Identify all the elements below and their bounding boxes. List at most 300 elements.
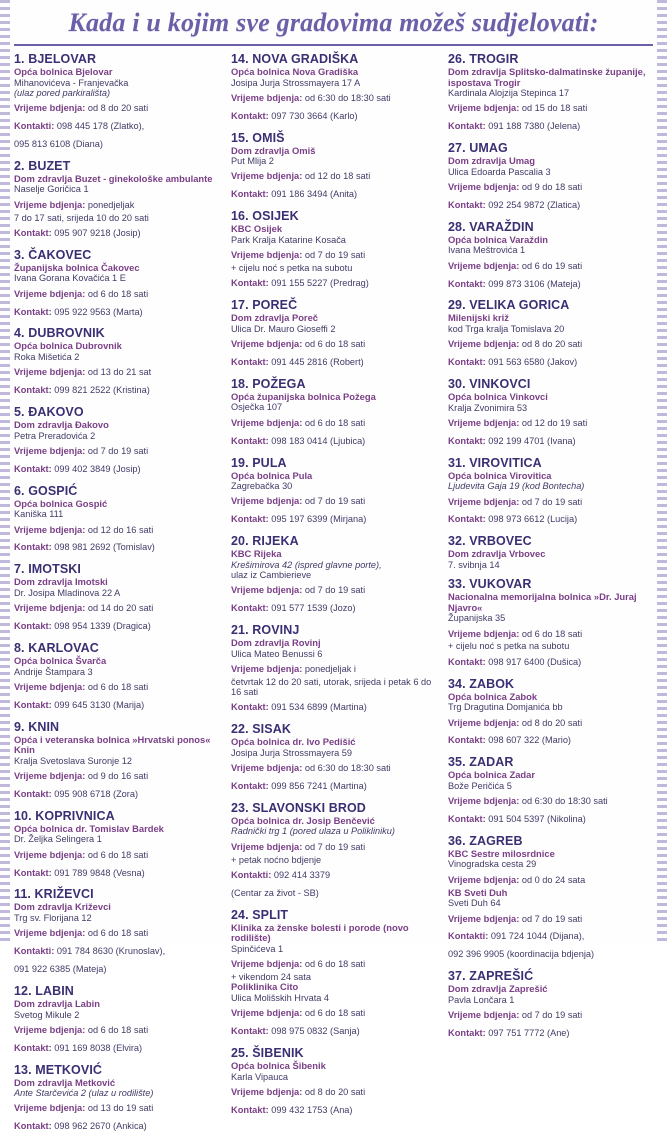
vigil-hours-value: od 7 do 19 sati xyxy=(302,585,366,596)
vigil-hours-label-secondary: Vrijeme bdjenja: xyxy=(448,913,520,924)
vigil-hours xyxy=(448,791,653,809)
institution-name: Dom zdravlja Umag xyxy=(448,155,536,167)
vigil-hours-label: Vrijeme bdjenja: xyxy=(448,182,520,192)
vigil-hours-value: od 7 do 19 sati xyxy=(85,445,149,456)
contact-value[interactable]: 091 563 6580 (Jakov) xyxy=(485,357,578,368)
vigil-hours-extra: + cijelu noć s petka na subotu xyxy=(231,263,353,274)
vigil-hours xyxy=(231,166,436,184)
city-name: 14. NOVA GRADIŠKA xyxy=(231,52,359,66)
contact-block xyxy=(14,537,219,555)
city-entry xyxy=(448,377,653,449)
contact-block xyxy=(14,695,219,713)
vigil-hours xyxy=(14,845,219,863)
institution-name: Opća bolnica Bjelovar xyxy=(14,66,113,77)
vigil-hours-label: Vrijeme bdjenja: xyxy=(448,628,520,639)
contact-block xyxy=(14,302,219,320)
city-name: 36. ZAGREB xyxy=(448,833,523,848)
contact-value[interactable]: 095 922 9563 (Marta) xyxy=(51,306,143,317)
contact-value[interactable]: 099 645 3130 (Marija) xyxy=(51,699,145,710)
vigil-hours xyxy=(14,284,219,302)
vigil-hours-value: od 6 do 18 sati xyxy=(85,288,149,299)
city-entry xyxy=(14,248,219,320)
contact-value[interactable]: 091 155 5227 (Predrag) xyxy=(268,278,369,289)
contact-block xyxy=(448,431,653,449)
institution-name: Opća bolnica Varaždin xyxy=(448,233,549,245)
vigil-hours-label: Vrijeme bdjenja: xyxy=(448,874,520,885)
contact-value[interactable]: 091 504 5397 (Nikolina) xyxy=(485,814,586,825)
contact-label: Kontakt: xyxy=(14,385,52,396)
contact-value[interactable]: 099 402 3849 (Josip) xyxy=(51,463,141,474)
city-entry xyxy=(14,562,219,634)
vigil-hours-label: Vrijeme bdjenja: xyxy=(14,103,86,114)
contact-value[interactable]: 091 169 8038 (Elvira) xyxy=(51,1042,143,1053)
page-title: Kada i u kojim sve gradovima možeš sudjelovati: xyxy=(68,8,599,37)
vigil-hours-value: od 7 do 19 sati xyxy=(302,250,366,261)
contact-block xyxy=(448,652,653,670)
city-entry xyxy=(14,641,219,713)
city-name: 33. VUKOVAR xyxy=(448,577,532,592)
vigil-hours-value: od 6:30 do 18:30 sati xyxy=(302,763,391,774)
address-line: Spinčićeva 1 xyxy=(231,943,284,954)
vigil-hours-value: od 8 do 20 sati xyxy=(519,717,583,728)
city-entry xyxy=(448,834,653,962)
address-line: Kralja Zvonimira 53 xyxy=(448,402,528,413)
institution-name: Milenijski križ xyxy=(448,312,509,324)
vigil-hours-value: od 8 do 20 sati xyxy=(302,1086,366,1097)
city-name: 37. ZAPREŠIĆ xyxy=(448,969,534,984)
city-name: 8. KARLOVAC xyxy=(14,640,99,655)
contact-value[interactable]: 091 922 6385 (Mateja) xyxy=(14,964,107,975)
city-entry xyxy=(448,755,653,827)
vigil-hours xyxy=(231,758,436,776)
city-entry xyxy=(14,405,219,477)
institution-name: Opća bolnica Dubrovnik xyxy=(14,340,122,352)
left-border-decoration xyxy=(0,0,10,945)
vigil-hours-value: od 6 do 18 sati xyxy=(85,849,149,860)
contact-value[interactable]: 097 730 3664 (Karlo) xyxy=(268,110,358,121)
vigil-hours-value: ponedjeljak i xyxy=(302,663,356,674)
contact-value[interactable]: 095 813 6108 (Diana) xyxy=(14,138,103,149)
contact-label: Kontakt: xyxy=(448,514,486,525)
contact-block xyxy=(231,865,436,883)
contact-label: Kontakt: xyxy=(231,435,269,446)
city-name: 17. POREČ xyxy=(231,298,298,313)
city-name: 1. BJELOVAR xyxy=(14,52,97,66)
address-line: Kralja Svetoslava Suronje 12 xyxy=(14,755,132,766)
vigil-hours-label: Vrijeme bdjenja: xyxy=(231,959,303,970)
city-entry xyxy=(231,534,436,616)
contact-value[interactable]: 091 445 2816 (Robert) xyxy=(268,356,364,367)
contact-value[interactable]: 091 784 8630 (Krunoslav), xyxy=(54,946,166,957)
vigil-hours-value: od 6 do 19 sati xyxy=(519,260,583,271)
vigil-hours-value: od 6:30 do 18:30 sati xyxy=(519,796,608,807)
city-name: 9. KNIN xyxy=(14,719,60,734)
column-2 xyxy=(231,52,436,1115)
contact-value[interactable]: 098 973 6612 (Lucija) xyxy=(485,514,578,525)
institution-name: Opća bolnica Nova Gradiška xyxy=(231,66,359,77)
city-name: 13. METKOVIĆ xyxy=(14,1062,103,1077)
vigil-hours-label: Vrijeme bdjenja: xyxy=(14,288,86,299)
institution-name: Opća bolnica Šibenik xyxy=(231,1060,326,1071)
vigil-hours-label: Vrijeme bdjenja: xyxy=(448,1010,520,1021)
vigil-hours-value: od 6 do 18 sati xyxy=(85,681,149,692)
city-name: 12. LABIN xyxy=(14,983,74,998)
contact-label: Kontakt: xyxy=(14,306,52,317)
contact-value[interactable]: 091 789 9848 (Vesna) xyxy=(51,867,145,878)
city-entry xyxy=(14,326,219,398)
vigil-hours xyxy=(448,492,653,510)
contact-value[interactable]: 092 254 9872 (Zlatica) xyxy=(485,199,581,210)
address-line: Pavla Lončara 1 xyxy=(448,994,515,1005)
vigil-hours-value: od 9 do 18 sati xyxy=(519,182,583,192)
vigil-hours xyxy=(448,624,653,642)
vigil-hours-label: Vrijeme bdjenja: xyxy=(448,260,520,271)
vigil-hours xyxy=(231,580,436,598)
city-name: 23. SLAVONSKI BROD xyxy=(231,800,366,815)
contact-value[interactable]: 095 197 6399 (Mirjana) xyxy=(268,514,367,525)
contact-value[interactable]: 098 975 0832 (Sanja) xyxy=(268,1026,360,1037)
institution-name: Dom zdravlja Zaprešić xyxy=(448,983,548,995)
vigil-hours-secondary xyxy=(231,1003,436,1021)
vigil-hours-label: Vrijeme bdjenja: xyxy=(14,367,86,378)
city-entry xyxy=(231,908,436,1039)
contact-block xyxy=(14,1038,219,1056)
vigil-hours-value: od 6 do 18 sati xyxy=(85,1024,149,1035)
address-line: Trg sv. Florijana 12 xyxy=(14,912,92,923)
contact-block xyxy=(14,1116,219,1134)
institution-name: Opća i veteranska bolnica »Hrvatski ponos« Knin xyxy=(14,733,211,756)
institution-name: Opća bolnica Virovitica xyxy=(448,469,552,481)
contact-block xyxy=(14,459,219,477)
vigil-hours xyxy=(231,491,436,509)
institution-name: Dom zdravlja Križevci xyxy=(14,901,111,913)
contact-label: Kontakt: xyxy=(448,199,486,210)
address-line: Krešimirova 42 (ispred glavne porte), xyxy=(231,559,382,570)
contact-block xyxy=(448,926,653,944)
vigil-hours-label: Vrijeme bdjenja: xyxy=(231,417,303,428)
contact-block xyxy=(231,273,436,291)
city-entry xyxy=(448,456,653,528)
contact-block xyxy=(231,106,436,124)
contact-value[interactable]: 095 908 6718 (Zora) xyxy=(51,788,139,799)
vigil-hours-extra: četvrtak 12 do 20 sati, utorak, srijeda i petak 6 do 16 sati xyxy=(231,676,432,698)
contact-label: Kontakt: xyxy=(14,788,52,799)
vigil-hours-value: od 7 do 19 sati xyxy=(519,496,583,507)
contact-value[interactable]: 092 396 9905 (koordinacija bdjenja) xyxy=(448,949,595,960)
city-entry xyxy=(231,722,436,794)
vigil-hours-value: od 12 do 19 sati xyxy=(519,417,588,428)
institution-name: Dom zdravlja Vrbovec xyxy=(448,548,546,560)
contact-label: Kontakt: xyxy=(448,656,486,667)
vigil-hours-label: Vrijeme bdjenja: xyxy=(448,103,520,114)
contact-label: Kontakti: xyxy=(14,946,55,957)
address-line: Josipa Jurja Strossmayera 59 xyxy=(231,747,353,758)
address-line: ulaz iz Cambierieve xyxy=(231,569,312,580)
address-line: kod Trga kralja Tomislava 20 xyxy=(448,323,565,334)
vigil-hours-value: od 6:30 do 18:30 sati xyxy=(302,92,391,103)
vigil-hours-label: Vrijeme bdjenja: xyxy=(448,496,520,507)
contact-value[interactable]: 092 414 3379 xyxy=(271,869,331,880)
contact-label: Kontakt: xyxy=(448,357,486,368)
city-name: 32. VRBOVEC xyxy=(448,534,532,549)
vigil-hours-label: Vrijeme bdjenja: xyxy=(14,928,86,939)
vigil-hours xyxy=(231,1082,436,1100)
contact-value[interactable]: 091 724 1044 (Dijana), xyxy=(488,931,585,942)
address-line: Roka Mišetića 2 xyxy=(14,351,80,362)
vigil-hours xyxy=(14,362,219,380)
contact-value[interactable]: 098 607 322 (Mario) xyxy=(485,735,571,746)
contact-block xyxy=(231,776,436,794)
vigil-hours-extra: 7 do 17 sati, srijeda 10 do 20 sati xyxy=(14,212,149,223)
city-entry xyxy=(448,969,653,1041)
city-name: 2. BUZET xyxy=(14,158,71,173)
address-line: Park Kralja Katarine Kosača xyxy=(231,234,346,245)
contact-block xyxy=(448,509,653,527)
contact-value[interactable]: 098 917 6400 (Dušica) xyxy=(485,656,582,667)
vigil-hours-label: Vrijeme bdjenja: xyxy=(448,717,520,728)
address-line: (ulaz pored parkirališta) xyxy=(14,87,110,98)
address-line: Ulica Dr. Mauro Gioseffi 2 xyxy=(231,323,336,334)
city-entry xyxy=(14,159,219,241)
contact-label: Kontakti: xyxy=(14,121,55,132)
city-name: 7. IMOTSKI xyxy=(14,562,81,577)
contact-value[interactable]: (Centar za život - SB) xyxy=(231,887,319,898)
city-entry xyxy=(231,131,436,203)
vigil-hours-value: od 6 do 18 sati xyxy=(302,417,366,428)
address-line: Bože Peričića 5 xyxy=(448,780,512,791)
contact-block xyxy=(448,274,653,292)
contact-value[interactable]: 099 856 7241 (Martina) xyxy=(268,781,367,792)
contact-value[interactable]: 091 188 7380 (Jelena) xyxy=(485,121,581,132)
institution-name: Dom zdravlja Đakovo xyxy=(14,419,109,431)
vigil-hours-label: Vrijeme bdjenja: xyxy=(231,171,303,182)
contact-label: Kontakt: xyxy=(231,1104,269,1115)
institution-name: Dom zdravlja Imotski xyxy=(14,576,108,588)
city-name: 34. ZABOK xyxy=(448,676,515,691)
contact-block xyxy=(231,1021,436,1039)
city-entry xyxy=(231,52,436,124)
contact-label: Kontakt: xyxy=(231,110,269,121)
vigil-hours-label: Vrijeme bdjenja: xyxy=(231,496,303,507)
contact-block xyxy=(14,616,219,634)
city-name: 18. POŽEGA xyxy=(231,376,306,391)
city-entry xyxy=(231,209,436,291)
contact-block xyxy=(14,116,219,134)
contact-label: Kontakt: xyxy=(14,542,52,553)
contact-block xyxy=(231,1100,436,1118)
city-name: 21. ROVINJ xyxy=(231,623,300,638)
contact-block xyxy=(231,352,436,370)
city-entry xyxy=(14,1063,219,1134)
city-name: 19. PULA xyxy=(231,455,287,470)
contact-label: Kontakt: xyxy=(448,1027,486,1038)
city-entry xyxy=(231,1046,436,1118)
city-name: 4. DUBROVNIK xyxy=(14,326,105,341)
contact-label: Kontakt: xyxy=(14,227,52,238)
contact-label: Kontakt: xyxy=(231,356,269,367)
address-line: Naselje Goričica 1 xyxy=(14,184,89,195)
address-line: Dr. Željka Selingera 1 xyxy=(14,834,102,845)
city-name: 25. ŠIBENIK xyxy=(231,1046,304,1060)
contact-label: Kontakt: xyxy=(231,702,269,713)
contact-value[interactable]: 098 962 2670 (Ankica) xyxy=(51,1121,147,1132)
institution-name: Županijska bolnica Čakovec xyxy=(14,261,140,273)
contact-label: Kontakt: xyxy=(231,189,269,200)
city-name: 27. UMAG xyxy=(448,141,508,156)
contact-label: Kontakt: xyxy=(14,699,52,710)
column-3 xyxy=(448,52,653,1038)
address-line: Svetog Mikule 2 xyxy=(14,1009,80,1020)
address-line: Karla Vipauca xyxy=(231,1071,289,1082)
city-entry xyxy=(448,677,653,749)
right-border-decoration xyxy=(657,0,667,945)
contact-value[interactable]: 098 954 1339 (Dragica) xyxy=(51,621,151,632)
institution-name: Opća bolnica Zabok xyxy=(448,690,538,702)
institution-name: Dom zdravlja Metković xyxy=(14,1076,116,1088)
city-entry xyxy=(448,298,653,370)
vigil-hours xyxy=(448,1005,653,1023)
institution-name: Dom zdravlja Poreč xyxy=(231,312,319,324)
city-entry xyxy=(231,377,436,449)
vigil-hours-value: od 6 do 18 sati xyxy=(519,628,583,639)
address-line: 7. svibnja 14 xyxy=(448,559,500,570)
contact-block xyxy=(14,941,219,959)
vigil-hours xyxy=(448,870,653,888)
vigil-hours-value: od 0 do 24 sata xyxy=(519,874,586,885)
address-line: Radnički trg 1 (pored ulaza u Polikliniku) xyxy=(231,826,395,837)
contact-label: Kontakt: xyxy=(448,435,486,446)
institution-name: Dom zdravlja Splitsko-dalmatinske županije, ispostava Trogir xyxy=(448,66,646,88)
vigil-hours-extra: + cijelu noć s petka na subotu xyxy=(448,641,570,652)
contact-value[interactable]: 091 186 3494 (Anita) xyxy=(268,189,358,200)
institution-name: Opća bolnica Švarča xyxy=(14,654,107,666)
vigil-hours xyxy=(231,245,436,263)
contact-value[interactable]: 092 199 4701 (Ivana) xyxy=(485,435,576,446)
address-line: Mihanovićeva - Franjevačka xyxy=(14,77,129,88)
contact-label: Kontakt: xyxy=(448,814,486,825)
institution-name: Opća bolnica dr. Ivo Pedišić xyxy=(231,736,356,748)
city-name: 15. OMIŠ xyxy=(231,130,285,145)
address-line: Ljudevita Gaja 19 (kod Bontecha) xyxy=(448,481,585,492)
city-name: 35. ZADAR xyxy=(448,755,514,770)
contact-block xyxy=(231,598,436,616)
address-line: Andrije Štampara 3 xyxy=(14,666,93,677)
contact-label: Kontakt: xyxy=(448,735,486,746)
vigil-hours-label: Vrijeme bdjenja: xyxy=(231,92,303,103)
city-name: 5. ĐAKOVO xyxy=(14,405,84,420)
vigil-hours-value: od 13 do 19 sati xyxy=(85,1103,154,1114)
contact-value[interactable]: 098 183 0414 (Ljubica) xyxy=(268,435,366,446)
institution-name: Opća bolnica Zadar xyxy=(448,769,536,781)
city-name: 11. KRIŽEVCI xyxy=(14,887,94,902)
address-line-secondary: Ulica Molišskih Hrvata 4 xyxy=(231,992,330,1003)
vigil-hours-label: Vrijeme bdjenja: xyxy=(14,770,86,781)
vigil-hours xyxy=(14,766,219,784)
institution-name: Dom zdravlja Buzet - ginekološke ambulante xyxy=(14,172,213,184)
city-columns xyxy=(0,52,667,1132)
vigil-hours-value-secondary: od 7 do 19 sati xyxy=(519,913,583,924)
vigil-hours xyxy=(14,520,219,538)
vigil-hours-value: od 8 do 20 sati xyxy=(85,103,149,114)
address-line: Trg Dragutina Domjanića bb xyxy=(448,702,563,713)
title-divider xyxy=(14,44,653,46)
vigil-hours-label: Vrijeme bdjenja: xyxy=(14,1024,86,1035)
vigil-hours-extra: + vikendom 24 sata xyxy=(231,972,311,983)
contact-block xyxy=(14,223,219,241)
vigil-hours-value: od 12 do 18 sati xyxy=(302,171,371,182)
contact-label: Kontakti: xyxy=(448,931,489,942)
vigil-hours-value-secondary: od 6 do 18 sati xyxy=(302,1008,366,1019)
contact-label: Kontakt: xyxy=(448,278,486,289)
vigil-hours xyxy=(14,441,219,459)
vigil-hours xyxy=(14,677,219,695)
city-entry xyxy=(14,809,219,881)
contact-value[interactable]: 098 981 2692 (Tomislav) xyxy=(51,542,155,553)
city-name: 26. TROGIR xyxy=(448,52,519,66)
institution-name: Opća bolnica dr. Tomislav Bardek xyxy=(14,822,164,834)
institution-name: Opća bolnica Gospić xyxy=(14,497,108,509)
address-line: Ante Starčevića 2 (ulaz u rodilište) xyxy=(14,1088,154,1099)
contact-block xyxy=(448,1023,653,1041)
vigil-hours-value: od 6 do 18 sati xyxy=(302,959,366,970)
vigil-hours-value: od 6 do 18 sati xyxy=(302,339,366,350)
institution-name: KBC Rijeka xyxy=(231,548,282,560)
vigil-hours-value: od 6 do 18 sati xyxy=(85,928,149,939)
city-entry xyxy=(14,484,219,556)
contact-value[interactable]: 091 534 6899 (Martina) xyxy=(268,702,367,713)
contact-value[interactable]: 099 432 1753 (Ana) xyxy=(268,1104,353,1115)
vigil-hours-label: Vrijeme bdjenja: xyxy=(14,445,86,456)
institution-name: Opća županijska bolnica Požega xyxy=(231,390,376,402)
vigil-hours xyxy=(231,837,436,855)
contact-value[interactable]: 099 821 2522 (Kristina) xyxy=(51,385,150,396)
city-entry xyxy=(14,887,219,977)
address-line: Vinogradska cesta 29 xyxy=(448,859,537,870)
vigil-hours xyxy=(231,334,436,352)
institution-name: Klinika za ženske bolesti i porode (novo rodilište) xyxy=(231,921,409,944)
vigil-hours-value: od 8 do 20 sati xyxy=(519,339,583,350)
city-entry xyxy=(231,298,436,370)
contact-value[interactable]: 095 907 9218 (Josip) xyxy=(51,227,141,238)
vigil-hours xyxy=(448,713,653,731)
contact-block xyxy=(448,809,653,827)
vigil-hours-value: ponedjeljak xyxy=(85,199,135,210)
city-entry xyxy=(231,456,436,528)
city-entry xyxy=(14,720,219,802)
contact-value[interactable]: 091 577 1539 (Jozo) xyxy=(268,603,356,614)
vigil-hours-extra: + petak noćno bdjenje xyxy=(231,854,322,865)
contact-value[interactable]: 098 445 178 (Zlatko), xyxy=(54,121,145,132)
address-line: Ivana Gorana Kovačića 1 E xyxy=(14,273,126,284)
institution-name: Opća bolnica Pula xyxy=(231,469,313,481)
contact-value[interactable]: 099 873 3106 (Mateja) xyxy=(485,278,581,289)
contact-label: Kontakti: xyxy=(231,869,272,880)
contact-label: Kontakt: xyxy=(14,1121,52,1132)
contact-block xyxy=(231,697,436,715)
vigil-hours-value: od 13 do 21 sat xyxy=(85,367,152,378)
vigil-hours xyxy=(231,659,436,677)
contact-label: Kontakt: xyxy=(231,781,269,792)
vigil-hours-label: Vrijeme bdjenja: xyxy=(14,1103,86,1114)
contact-value[interactable]: 097 751 7772 (Ane) xyxy=(485,1027,570,1038)
institution-name: Dom zdravlja Omiš xyxy=(231,144,316,156)
address-line: Dr. Josipa Mladinova 22 A xyxy=(14,587,121,598)
address-line: Ulica Mateo Benussi 6 xyxy=(231,648,323,659)
column-1 xyxy=(14,52,219,1132)
contact-label: Kontakt: xyxy=(14,867,52,878)
vigil-hours-label: Vrijeme bdjenja: xyxy=(14,603,86,614)
address-line: Ivana Meštrovića 1 xyxy=(448,245,526,256)
